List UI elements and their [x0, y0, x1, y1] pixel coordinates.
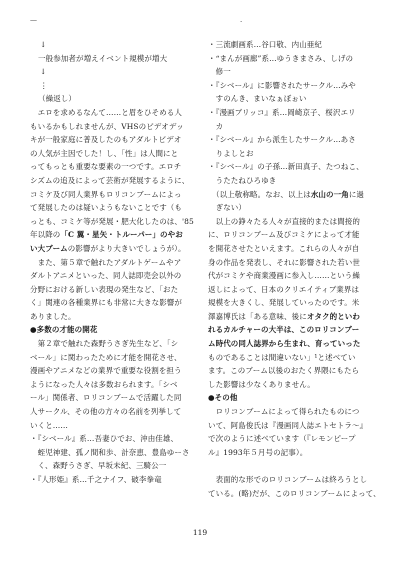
text-line: りよしとお: [208, 148, 254, 158]
text-span: の影響がより大きいでしょうが）。: [67, 243, 186, 253]
text-line: （繰返し）: [38, 94, 76, 104]
text-line: ・『人形姫』系…千之ナイフ、破李拳竜: [30, 475, 162, 484]
text-line: ます。このブーム以後のおたく界隈にもたら: [208, 366, 360, 376]
text-line: キが一般家庭に普及したのもアダルトビデオ: [30, 135, 182, 145]
text-line: ありました。: [30, 311, 76, 321]
text-line: で次のように述べています（『レモンピープ: [208, 434, 356, 444]
text-line: [208, 310, 380, 324]
text-line: いて、阿島俊氏は『漫画同人誌エトセトラ〜』: [208, 420, 368, 430]
text-line: く」関連の各種業界にも非常に大きな影響が: [30, 298, 182, 308]
text-line: ⋮: [40, 80, 48, 90]
text-line: ・三流劇画系…谷口敬、内山亜紀: [208, 40, 322, 49]
text-line: ぎない）: [208, 203, 246, 213]
text-span: （以上敬称略。なお、以上は: [212, 189, 311, 199]
text-line: ている。(略)だが、このロリコンブームによって、: [208, 488, 381, 498]
text-line: ール」関係者、ロリコンブームで活躍した同: [30, 393, 182, 403]
text-line: した影響は少なくありません。: [208, 379, 315, 389]
text-line: 分野における新しい表現の発生など、「おた: [30, 284, 179, 294]
top-left-mark: —: [30, 16, 37, 24]
text-span: 澤嘉博氏は「ある意味、後に: [208, 311, 307, 321]
text-line: ・『シベール』に影響されたサークル…みや: [208, 80, 356, 90]
text-line: ・『シベール』系…吾妻ひでお、沖由佳雄、: [30, 434, 179, 444]
text-line: シズムの追及によって芸術が発展するように、: [30, 175, 190, 185]
text-line: 代がコミケや商業漫画に参入し……という繰: [208, 271, 360, 281]
text-line: うたたねひろゆき: [208, 175, 277, 185]
text-line: ロリコンブームによって得られたものにつ: [208, 407, 360, 417]
text-span: 年以降の: [30, 230, 61, 240]
text-line: 蛭児神建、孤ノ間和歩、計奈恵、豊島ゆーさ: [30, 447, 190, 457]
text-line: に、ロリコンブーム及びコミケによって才能: [208, 230, 360, 240]
text-line: [208, 459, 380, 473]
left-column: [30, 38, 202, 487]
text-line: [30, 228, 202, 242]
text-line: すのんき、まいなぁぼぉい: [208, 94, 307, 104]
text-line: 表面的な形でのロリコンブームは終ろうとし: [208, 475, 368, 484]
text-line: 漫画やアニメなどの業界で重要な役割を担う: [30, 366, 182, 376]
text-line: ・『シベール』から派生したサークル…あさ: [208, 135, 356, 145]
text-line: て発展したのは疑いようもないことです（も: [30, 203, 182, 213]
text-line: ・“まんが画廊”系…ゆうきまさみ、しげの: [208, 53, 354, 63]
text-line: いくと……: [30, 420, 68, 430]
top-mid-mark: ·: [240, 18, 243, 26]
emphasis-span: 「C 翼・星矢・トルーパー」のやお: [60, 230, 183, 240]
text-line: ・『漫画ブリッコ』系…岡崎京子、桜沢エリ: [208, 107, 356, 117]
text-line: ●その他: [208, 393, 238, 403]
text-line: 身の作品を発表し、それに影響された若い世: [208, 257, 360, 267]
text-line: もいるかもしれませんが、VHSのビデオデッ: [30, 121, 184, 131]
text-line: 第２章で触れた森野うさぎ先生など、「シ: [30, 339, 179, 349]
emphasis-span: い大ブーム: [30, 243, 68, 253]
text-line: ようになった人々は多数おられます。「シベ: [30, 379, 178, 389]
text-line: ↓: [40, 67, 47, 77]
text-line: 一般参加者が増えイベント規模が増大: [38, 53, 168, 63]
text-line: 以上の錚々たる人々が直接的または間接的: [208, 216, 360, 226]
text-line: また、第５章で触れたアダルトゲームやア: [30, 257, 182, 267]
text-line: エロを求めるなんて……と眉をひそめる人: [30, 107, 182, 117]
emphasis-span: オタク的といわ: [306, 311, 361, 321]
text-line: 返しによって、日本のクリエイティブ業界は: [208, 284, 360, 294]
text-span: に過: [348, 189, 365, 199]
text-line: 人サークル、その他の方々の名前を列挙して: [30, 407, 182, 417]
text-line: 修一: [208, 67, 231, 77]
text-line: ↓: [40, 40, 47, 49]
text-line: っとも、コミケ等が発展・肥大化したのは、'85: [30, 216, 194, 226]
text-line: ・『シベール』の子孫…新田真子、たつねこ、: [208, 162, 364, 172]
text-line: ダルトアニメといった、同人誌即売会以外の: [30, 271, 182, 281]
text-line: く、森野うさぎ、早坂未紀、三騎公一: [30, 461, 167, 471]
text-line: ってもっとも重要な要素の一つです。エロチ: [30, 162, 182, 172]
text-line: ものであることは間違いない」¹と述べてい: [208, 352, 356, 362]
text-line: コミケ及び同人業界もロリコンブームによっ: [30, 189, 182, 199]
right-column: [208, 38, 380, 500]
text-line: を開花させたといえます。これらの人々が自: [208, 243, 360, 253]
text-line: れるカルチャーの大半は、このロリコンブー: [208, 325, 360, 335]
text-line: [30, 242, 202, 256]
text-line: カ: [208, 121, 224, 131]
text-line: の人気が主因でした！し、「性」は人間にと: [30, 148, 179, 158]
text-line: 規模を大きくし、発展していったのです。米: [208, 298, 360, 308]
text-line: [208, 188, 380, 202]
page-number: 119: [192, 528, 208, 537]
text-line: ベール」に関わったために才能を開花させ、: [30, 352, 182, 362]
text-line: ●多数の才能の開花: [30, 325, 98, 335]
text-line: ル』1993年５月号の記事）。: [208, 447, 308, 457]
text-line: ム時代の同人誌界から生まれ、育っていった: [208, 339, 361, 349]
emphasis-span: 水山の一角: [310, 189, 349, 199]
